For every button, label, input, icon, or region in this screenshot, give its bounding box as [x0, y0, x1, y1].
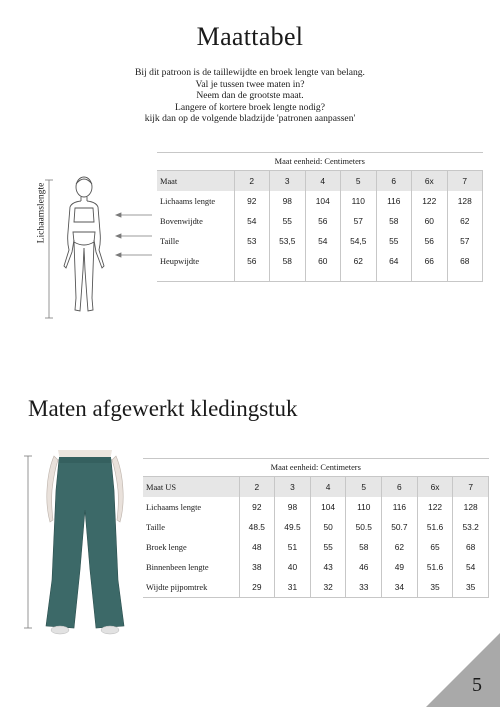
cell: 35	[417, 577, 453, 598]
cell: 57	[341, 211, 377, 231]
cell: 128	[453, 497, 489, 517]
cell: 49.5	[275, 517, 311, 537]
cell: 98	[275, 497, 311, 517]
cell: 56	[412, 231, 448, 251]
cell: 34	[382, 577, 418, 598]
size-col: 6	[376, 171, 412, 192]
cell: 55	[270, 211, 306, 231]
cell: 55	[310, 537, 346, 557]
cell: 66	[412, 251, 448, 271]
cell: 54	[453, 557, 489, 577]
model-figure	[46, 450, 124, 634]
size-col: 3	[270, 171, 306, 192]
cell: 122	[417, 497, 453, 517]
page-corner-triangle	[426, 633, 500, 707]
cell: 60	[412, 211, 448, 231]
table-row	[157, 251, 483, 271]
cell: 33	[346, 577, 382, 598]
header-size-label: Maat US	[143, 477, 239, 498]
cell: 104	[305, 191, 341, 211]
cell: 128	[447, 191, 483, 211]
cell: 35	[453, 577, 489, 598]
size-col: 7	[447, 171, 483, 192]
cell: 104	[310, 497, 346, 517]
cell: 49	[382, 557, 418, 577]
row-label: Bovenwijdte	[157, 211, 234, 231]
size-table-body	[157, 152, 483, 282]
table-row	[157, 231, 483, 251]
cell: 92	[239, 497, 275, 517]
size-table-garment	[143, 458, 489, 598]
measure-arrows	[116, 213, 152, 257]
size-col: 7	[453, 477, 489, 498]
cell: 32	[310, 577, 346, 598]
cell: 56	[305, 211, 341, 231]
row-label: Taille	[143, 517, 239, 537]
cell	[305, 271, 341, 282]
cell: 62	[382, 537, 418, 557]
row-label: Broek lenge	[143, 537, 239, 557]
table-row	[143, 497, 489, 517]
row-label: Lichaams lengte	[157, 191, 234, 211]
intro-line: kijk dan op de volgende bladzijde 'patronen aanpassen'	[144, 113, 356, 125]
intro-line: Val je tussen twee maten in?	[195, 78, 305, 90]
size-col: 2	[234, 171, 270, 192]
table-row	[143, 577, 489, 598]
table-row	[143, 537, 489, 557]
cell	[412, 271, 448, 282]
row-label: Taille	[157, 231, 234, 251]
cell: 92	[234, 191, 270, 211]
cell: 62	[447, 211, 483, 231]
table-row	[143, 517, 489, 537]
body-length-text: Lichaamslengte	[35, 182, 47, 244]
cell: 116	[376, 191, 412, 211]
cell	[447, 271, 483, 282]
size-col: 5	[346, 477, 382, 498]
cell: 40	[275, 557, 311, 577]
trousers-model-illustration	[20, 450, 132, 642]
cell: 51	[275, 537, 311, 557]
cell: 65	[417, 537, 453, 557]
table-row	[157, 211, 483, 231]
section-title-finished-garment: Maten afgewerkt kledingstuk	[28, 396, 298, 421]
cell	[234, 271, 270, 282]
size-col: 2	[239, 477, 275, 498]
cell: 29	[239, 577, 275, 598]
cell	[341, 271, 377, 282]
cell: 122	[412, 191, 448, 211]
row-label: Wijdte pijpomtrek	[143, 577, 239, 598]
table-unit-label: Maat eenheid: Centimeters	[157, 153, 483, 171]
table-unit-label: Maat eenheid: Centimeters	[143, 459, 489, 477]
intro-text	[100, 67, 400, 125]
intro-line: Bij dit patroon is de taillewijdte en broek lengte van belang.	[135, 67, 365, 78]
cell: 68	[453, 537, 489, 557]
cell: 62	[341, 251, 377, 271]
size-col: 3	[275, 477, 311, 498]
size-col: 6x	[417, 477, 453, 498]
cell: 98	[270, 191, 306, 211]
header-size-label: Maat	[157, 171, 234, 192]
size-col: 4	[305, 171, 341, 192]
cell: 38	[239, 557, 275, 577]
size-col: 4	[310, 477, 346, 498]
row-label	[157, 271, 234, 282]
cell: 51.6	[417, 557, 453, 577]
row-label: Binnenbeen lengte	[143, 557, 239, 577]
cell	[376, 271, 412, 282]
cell: 50.7	[382, 517, 418, 537]
table-header-row	[143, 477, 489, 498]
table-row	[157, 191, 483, 211]
size-col: 5	[341, 171, 377, 192]
cell: 57	[447, 231, 483, 251]
cell: 46	[346, 557, 382, 577]
cell: 68	[447, 251, 483, 271]
cell: 60	[305, 251, 341, 271]
table-row	[143, 557, 489, 577]
cell: 56	[234, 251, 270, 271]
cell: 31	[275, 577, 311, 598]
row-label: Heupwijdte	[157, 251, 234, 271]
cell: 53,5	[270, 231, 306, 251]
cell: 58	[270, 251, 306, 271]
intro-line: Langere of kortere broek lengte nodig?	[175, 101, 325, 113]
cell	[270, 271, 306, 282]
cell: 110	[346, 497, 382, 517]
cell: 50.5	[346, 517, 382, 537]
cell: 58	[346, 537, 382, 557]
child-body-outline	[64, 177, 104, 311]
cell: 48.5	[239, 517, 275, 537]
table-header-row	[157, 171, 483, 192]
cell: 53	[234, 231, 270, 251]
cell: 53.2	[453, 517, 489, 537]
intro-line: Neem dan de grootste maat.	[196, 90, 304, 102]
cell: 58	[376, 211, 412, 231]
cell: 110	[341, 191, 377, 211]
size-col: 6	[382, 477, 418, 498]
page-number: 5	[472, 674, 482, 696]
cell: 54	[305, 231, 341, 251]
size-col: 6x	[412, 171, 448, 192]
cell: 54	[234, 211, 270, 231]
cell: 116	[382, 497, 418, 517]
cell: 48	[239, 537, 275, 557]
cell: 54,5	[341, 231, 377, 251]
page-title: Maattabel	[196, 22, 304, 51]
row-label: Lichaams lengte	[143, 497, 239, 517]
cell: 55	[376, 231, 412, 251]
table-row-empty	[157, 271, 483, 282]
child-figure-illustration	[42, 170, 154, 330]
cell: 43	[310, 557, 346, 577]
cell: 64	[376, 251, 412, 271]
cell: 51.6	[417, 517, 453, 537]
cell: 50	[310, 517, 346, 537]
